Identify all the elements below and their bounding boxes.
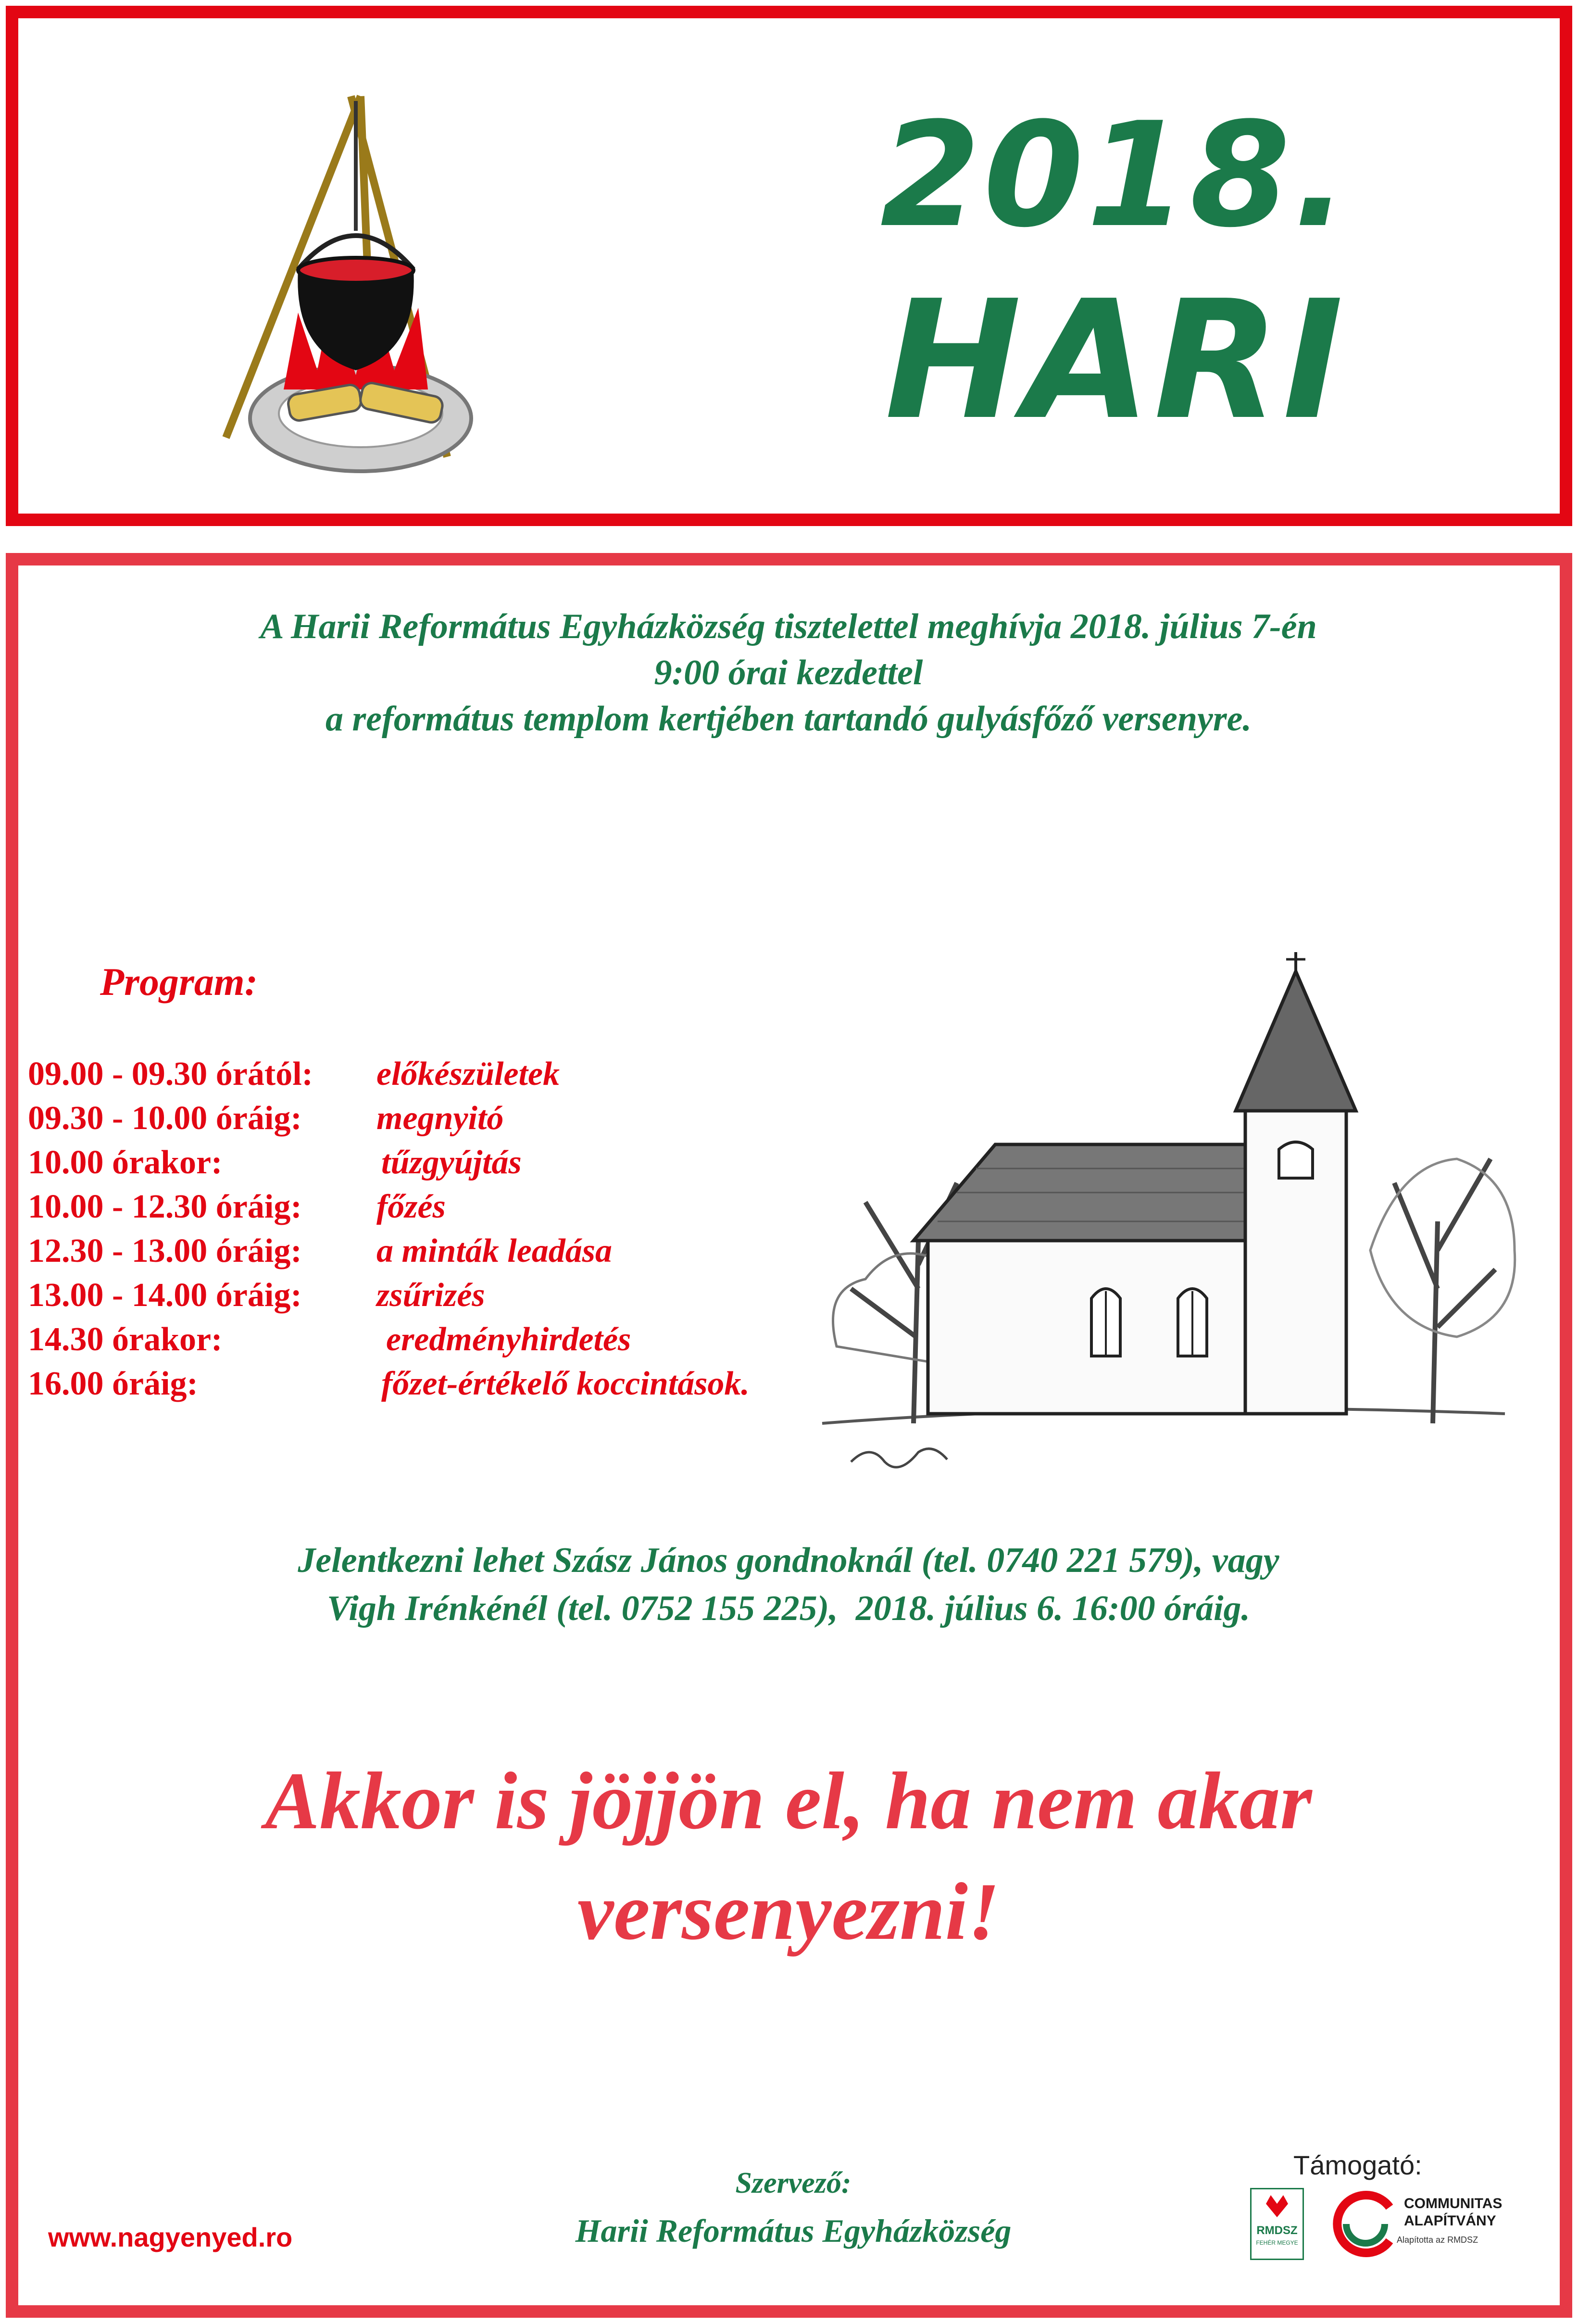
program-heading: Program:: [100, 960, 258, 1004]
program-list: [28, 1052, 845, 1406]
program-time: 14.30 órakor:: [28, 1321, 223, 1358]
registration-line: Jelentkezni lehet Szász János gondnoknál (tel. 0740 221 579), vagy: [298, 1541, 1279, 1580]
program-time: 10.00 órakor:: [28, 1144, 223, 1181]
program-row: [28, 1362, 845, 1406]
rmdsz-name: RMDSZ: [1256, 2224, 1298, 2237]
website-link[interactable]: www.nagyenyed.ro: [48, 2222, 293, 2252]
organizer-label: Szervező:: [735, 2167, 852, 2199]
program-row: [28, 1185, 845, 1229]
invitation-line: a református templom kertjében tartandó gulyásfőző versenyre.: [326, 699, 1252, 739]
program-time: 16.00 óráig:: [28, 1365, 198, 1402]
program-activity: a minták leadása: [376, 1232, 613, 1269]
slogan-line: Akkor is jöjjön el, ha nem akar: [265, 1756, 1312, 1846]
communitas-line: ALAPÍTVÁNY: [1404, 2213, 1496, 2229]
tulip-icon: [1252, 2189, 1302, 2223]
slogan-line: versenyezni!: [577, 1866, 1000, 1957]
program-row: [28, 1273, 845, 1318]
organizer-name: Harii Református Egyházközség: [575, 2212, 1012, 2249]
program-activity: zsűrizés: [376, 1277, 485, 1314]
program-row: [28, 1141, 845, 1185]
event-year: 2018.: [880, 91, 1351, 259]
program-activity: megnyitó: [376, 1100, 504, 1137]
program-activity: tűzgyújtás: [381, 1144, 522, 1181]
program-activity: főzés: [376, 1188, 446, 1225]
rmdsz-logo: [1250, 2188, 1304, 2260]
program-row: [28, 1052, 845, 1096]
program-row: [28, 1096, 845, 1141]
sponsor-label: Támogató:: [1293, 2150, 1422, 2180]
registration-line: Vigh Irénkénél (tel. 0752 155 225), 2018. július 6. 16:00 óráig.: [326, 1589, 1251, 1628]
program-activity: előkészületek: [376, 1055, 560, 1093]
program-row: [28, 1318, 845, 1362]
communitas-tagline: Alapította az RMDSZ: [1397, 2235, 1478, 2245]
cauldron-over-fire-icon: [216, 82, 486, 476]
registration-info: [43, 1536, 1534, 1633]
program-row: [28, 1229, 845, 1273]
invitation-text: [43, 603, 1534, 742]
program-time: 09.00 - 09.30 órától:: [28, 1055, 313, 1093]
program-time: 13.00 - 14.00 óráig:: [28, 1277, 302, 1314]
program-time: 09.30 - 10.00 óráig:: [28, 1100, 302, 1137]
church-sketch-icon: [793, 952, 1543, 1495]
program-activity: eredményhirdetés: [386, 1321, 631, 1358]
slogan: [43, 1746, 1534, 1967]
program-time: 10.00 - 12.30 óráig:: [28, 1188, 302, 1225]
invitation-line: A Harii Református Egyházközség tisztelettel meghívja 2018. július 7-én: [260, 607, 1317, 646]
communitas-name: [1404, 2195, 1502, 2230]
program-activity: főzet-értékelő koccintások.: [381, 1365, 750, 1402]
invitation-line: 9:00 órai kezdettel: [654, 653, 923, 692]
rmdsz-tagline: FEHÉR MEGYE: [1256, 2239, 1298, 2246]
village-name: HARI: [885, 265, 1346, 456]
communitas-line: COMMUNITAS: [1404, 2196, 1503, 2211]
program-time: 12.30 - 13.00 óráig:: [28, 1232, 302, 1269]
